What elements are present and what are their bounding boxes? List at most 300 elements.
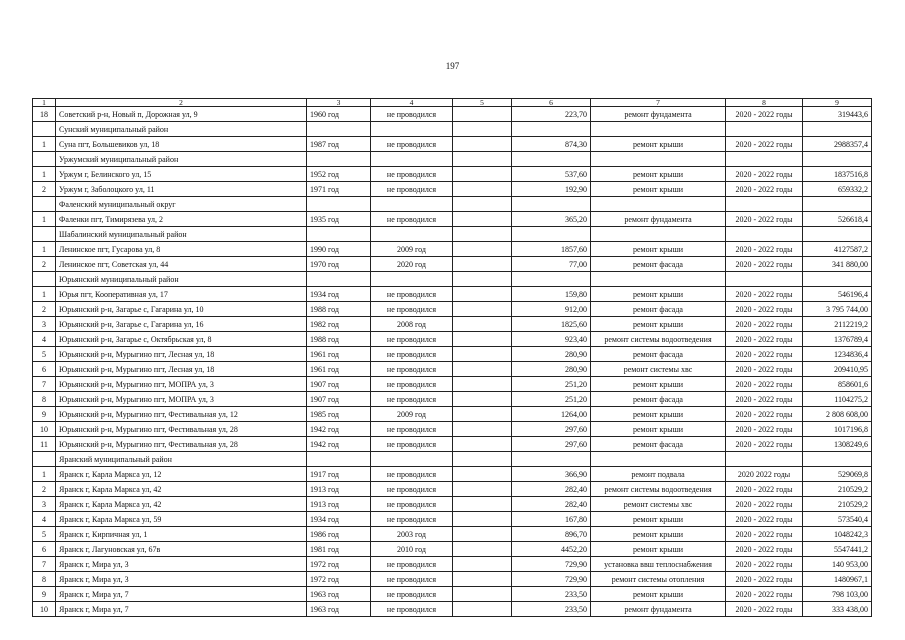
last-repair-cell: 2020 год: [371, 257, 453, 272]
table-body: [33, 99, 872, 617]
area-cell: 77,00: [512, 257, 591, 272]
cost-cell: 140 953,00: [803, 557, 872, 572]
row-number: 4: [33, 332, 56, 347]
area-cell: 4452,20: [512, 542, 591, 557]
row-number: 10: [33, 422, 56, 437]
table-row: [33, 137, 872, 152]
empty-cell: [453, 467, 512, 482]
column-number: 1: [33, 99, 56, 107]
period-cell: 2020 - 2022 годы: [726, 107, 803, 122]
region-header-row: [33, 197, 872, 212]
address-cell: Юрьянский р-н, Мурыгино пгт, Лесная ул, 18: [56, 362, 307, 377]
table-row: [33, 527, 872, 542]
table-row: [33, 242, 872, 257]
last-repair-cell: не проводился: [371, 302, 453, 317]
empty-cell: [512, 272, 591, 287]
region-title: Фаленский муниципальный округ: [56, 197, 307, 212]
empty-cell: [453, 302, 512, 317]
empty-cell: [591, 227, 726, 242]
work-type-cell: ремонт крыши: [591, 587, 726, 602]
region-title: Яранский муниципальный район: [56, 452, 307, 467]
work-type-cell: ремонт подвала: [591, 467, 726, 482]
area-cell: 297,60: [512, 422, 591, 437]
area-cell: 282,40: [512, 482, 591, 497]
work-type-cell: ремонт крыши: [591, 407, 726, 422]
area-cell: 1264,00: [512, 407, 591, 422]
last-repair-cell: 2010 год: [371, 542, 453, 557]
last-repair-cell: не проводился: [371, 182, 453, 197]
row-number: 6: [33, 362, 56, 377]
empty-cell: [307, 227, 371, 242]
period-cell: 2020 - 2022 годы: [726, 527, 803, 542]
area-cell: 912,00: [512, 302, 591, 317]
address-cell: Юрьянский р-н, Мурыгино пгт, МОПРА ул, 3: [56, 377, 307, 392]
table-row: [33, 482, 872, 497]
address-cell: Ленинское пгт, Советская ул, 44: [56, 257, 307, 272]
empty-cell: [803, 122, 872, 137]
cost-cell: 1104275,2: [803, 392, 872, 407]
last-repair-cell: не проводился: [371, 497, 453, 512]
empty-cell: [803, 272, 872, 287]
year-built-cell: 1982 год: [307, 317, 371, 332]
cost-cell: 1234836,4: [803, 347, 872, 362]
region-title: Сунский муниципальный район: [56, 122, 307, 137]
address-cell: Юрьянский р-н, Мурыгино пгт, Фестивальная ул, 28: [56, 437, 307, 452]
row-number: 18: [33, 107, 56, 122]
last-repair-cell: 2008 год: [371, 317, 453, 332]
area-cell: 365,20: [512, 212, 591, 227]
empty-cell: [512, 152, 591, 167]
region-header-row: [33, 452, 872, 467]
row-number: 7: [33, 557, 56, 572]
empty-cell: [453, 482, 512, 497]
row-number: [33, 452, 56, 467]
empty-cell: [803, 197, 872, 212]
row-number: 8: [33, 572, 56, 587]
work-type-cell: ремонт фасада: [591, 302, 726, 317]
address-cell: Уржум г, Белинского ул, 15: [56, 167, 307, 182]
table-row: [33, 587, 872, 602]
period-cell: 2020 - 2022 годы: [726, 332, 803, 347]
table-row: [33, 317, 872, 332]
work-type-cell: ремонт системы хвс: [591, 362, 726, 377]
table-row: [33, 572, 872, 587]
region-title: Уржумский муниципальный район: [56, 152, 307, 167]
year-built-cell: 1985 год: [307, 407, 371, 422]
address-cell: Юрьянский р-н, Мурыгино пгт, МОПРА ул, 3: [56, 392, 307, 407]
work-type-cell: ремонт системы водоотведения: [591, 332, 726, 347]
last-repair-cell: не проводился: [371, 482, 453, 497]
empty-cell: [453, 602, 512, 617]
year-built-cell: 1934 год: [307, 512, 371, 527]
column-number: 8: [726, 99, 803, 107]
empty-cell: [453, 527, 512, 542]
region-header-row: [33, 152, 872, 167]
empty-cell: [453, 227, 512, 242]
cost-cell: 1017196,8: [803, 422, 872, 437]
empty-cell: [453, 437, 512, 452]
period-cell: 2020 - 2022 годы: [726, 572, 803, 587]
empty-cell: [726, 152, 803, 167]
row-number: [33, 227, 56, 242]
empty-cell: [371, 227, 453, 242]
table-row: [33, 107, 872, 122]
area-cell: 280,90: [512, 347, 591, 362]
area-cell: 1857,60: [512, 242, 591, 257]
empty-cell: [453, 392, 512, 407]
year-built-cell: 1913 год: [307, 497, 371, 512]
column-number: 9: [803, 99, 872, 107]
cost-cell: 319443,6: [803, 107, 872, 122]
empty-cell: [307, 122, 371, 137]
row-number: 3: [33, 317, 56, 332]
cost-cell: 1837516,8: [803, 167, 872, 182]
year-built-cell: 1935 год: [307, 212, 371, 227]
year-built-cell: 1972 год: [307, 557, 371, 572]
empty-cell: [371, 452, 453, 467]
empty-cell: [453, 452, 512, 467]
last-repair-cell: не проводился: [371, 572, 453, 587]
period-cell: 2020 - 2022 годы: [726, 317, 803, 332]
address-cell: Суна пгт, Большевиков ул, 18: [56, 137, 307, 152]
empty-cell: [307, 452, 371, 467]
work-type-cell: ремонт системы водоотведения: [591, 482, 726, 497]
row-number: [33, 197, 56, 212]
year-built-cell: 1961 год: [307, 362, 371, 377]
cost-cell: 3 795 744,00: [803, 302, 872, 317]
empty-cell: [453, 137, 512, 152]
empty-cell: [453, 407, 512, 422]
row-number: 1: [33, 212, 56, 227]
address-cell: Юрьянский р-н, Загарье с, Октябрьская ул, 8: [56, 332, 307, 347]
empty-cell: [453, 572, 512, 587]
table-row: [33, 167, 872, 182]
period-cell: 2020 - 2022 годы: [726, 602, 803, 617]
work-type-cell: ремонт фасада: [591, 347, 726, 362]
period-cell: 2020 - 2022 годы: [726, 182, 803, 197]
last-repair-cell: не проводился: [371, 467, 453, 482]
year-built-cell: 1913 год: [307, 482, 371, 497]
empty-cell: [591, 122, 726, 137]
repair-register-table: [32, 98, 872, 617]
table-row: [33, 512, 872, 527]
cost-cell: 1480967,1: [803, 572, 872, 587]
year-built-cell: 1972 год: [307, 572, 371, 587]
last-repair-cell: не проводился: [371, 332, 453, 347]
row-number: 9: [33, 407, 56, 422]
work-type-cell: установка ввш теплоснабжения: [591, 557, 726, 572]
cost-cell: 210529,2: [803, 497, 872, 512]
empty-cell: [512, 452, 591, 467]
row-number: 2: [33, 482, 56, 497]
table-row: [33, 542, 872, 557]
column-number: 6: [512, 99, 591, 107]
empty-cell: [512, 122, 591, 137]
cost-cell: 798 103,00: [803, 587, 872, 602]
last-repair-cell: не проводился: [371, 392, 453, 407]
row-number: 1: [33, 167, 56, 182]
empty-cell: [453, 377, 512, 392]
year-built-cell: 1963 год: [307, 602, 371, 617]
empty-cell: [453, 542, 512, 557]
period-cell: 2020 - 2022 годы: [726, 137, 803, 152]
year-built-cell: 1942 год: [307, 422, 371, 437]
table-row: [33, 302, 872, 317]
empty-cell: [453, 152, 512, 167]
cost-cell: 573540,4: [803, 512, 872, 527]
area-cell: 251,20: [512, 377, 591, 392]
row-number: 9: [33, 587, 56, 602]
last-repair-cell: 2009 год: [371, 242, 453, 257]
period-cell: 2020 - 2022 годы: [726, 242, 803, 257]
year-built-cell: 1934 год: [307, 287, 371, 302]
empty-cell: [307, 152, 371, 167]
table-row: [33, 212, 872, 227]
row-number: [33, 122, 56, 137]
last-repair-cell: не проводился: [371, 437, 453, 452]
empty-cell: [453, 257, 512, 272]
last-repair-cell: не проводился: [371, 557, 453, 572]
empty-cell: [453, 287, 512, 302]
area-cell: 251,20: [512, 392, 591, 407]
region-header-row: [33, 272, 872, 287]
row-number: 6: [33, 542, 56, 557]
address-cell: Яранск г, Карла Маркса ул, 42: [56, 482, 307, 497]
cost-cell: 5547441,2: [803, 542, 872, 557]
empty-cell: [726, 227, 803, 242]
area-cell: 1825,60: [512, 317, 591, 332]
cost-cell: 659332,2: [803, 182, 872, 197]
period-cell: 2020 - 2022 годы: [726, 422, 803, 437]
area-cell: 729,90: [512, 572, 591, 587]
period-cell: 2020 - 2022 годы: [726, 212, 803, 227]
year-built-cell: 1907 год: [307, 392, 371, 407]
row-number: 2: [33, 302, 56, 317]
empty-cell: [453, 512, 512, 527]
cost-cell: 1048242,3: [803, 527, 872, 542]
table-row: [33, 422, 872, 437]
table-row: [33, 602, 872, 617]
last-repair-cell: не проводился: [371, 107, 453, 122]
empty-cell: [371, 152, 453, 167]
table-row: [33, 362, 872, 377]
column-number: 7: [591, 99, 726, 107]
area-cell: 297,60: [512, 437, 591, 452]
table-row: [33, 377, 872, 392]
work-type-cell: ремонт системы хвс: [591, 497, 726, 512]
empty-cell: [726, 197, 803, 212]
period-cell: 2020 - 2022 годы: [726, 512, 803, 527]
table-row: [33, 407, 872, 422]
cost-cell: 1308249,6: [803, 437, 872, 452]
year-built-cell: 1988 год: [307, 302, 371, 317]
empty-cell: [512, 227, 591, 242]
empty-cell: [453, 272, 512, 287]
cost-cell: 210529,2: [803, 482, 872, 497]
empty-cell: [591, 197, 726, 212]
area-cell: 923,40: [512, 332, 591, 347]
area-cell: 159,80: [512, 287, 591, 302]
period-cell: 2020 - 2022 годы: [726, 362, 803, 377]
last-repair-cell: 2009 год: [371, 407, 453, 422]
cost-cell: 341 880,00: [803, 257, 872, 272]
address-cell: Фаленки пгт, Тимирязева ул, 2: [56, 212, 307, 227]
period-cell: 2020 - 2022 годы: [726, 302, 803, 317]
last-repair-cell: не проводился: [371, 287, 453, 302]
address-cell: Советский р-н, Новый п, Дорожная ул, 9: [56, 107, 307, 122]
last-repair-cell: не проводился: [371, 362, 453, 377]
region-header-row: [33, 122, 872, 137]
year-built-cell: 1981 год: [307, 542, 371, 557]
area-cell: 233,50: [512, 587, 591, 602]
year-built-cell: 1942 год: [307, 437, 371, 452]
empty-cell: [453, 362, 512, 377]
cost-cell: 546196,4: [803, 287, 872, 302]
address-cell: Яранск г, Мира ул, 3: [56, 557, 307, 572]
period-cell: 2020 - 2022 годы: [726, 392, 803, 407]
address-cell: Яранск г, Карла Маркса ул, 59: [56, 512, 307, 527]
work-type-cell: ремонт фасада: [591, 257, 726, 272]
work-type-cell: ремонт крыши: [591, 512, 726, 527]
empty-cell: [803, 227, 872, 242]
work-type-cell: ремонт фасада: [591, 437, 726, 452]
empty-cell: [512, 197, 591, 212]
address-cell: Уржум г, Заболоцкого ул, 11: [56, 182, 307, 197]
empty-cell: [453, 167, 512, 182]
last-repair-cell: не проводился: [371, 512, 453, 527]
table-row: [33, 557, 872, 572]
area-cell: 167,80: [512, 512, 591, 527]
work-type-cell: ремонт фасада: [591, 392, 726, 407]
empty-cell: [371, 122, 453, 137]
cost-cell: 526618,4: [803, 212, 872, 227]
cost-cell: 209410,95: [803, 362, 872, 377]
empty-cell: [591, 452, 726, 467]
work-type-cell: ремонт фундамента: [591, 212, 726, 227]
period-cell: 2020 - 2022 годы: [726, 497, 803, 512]
work-type-cell: ремонт фундамента: [591, 107, 726, 122]
area-cell: 874,30: [512, 137, 591, 152]
cost-cell: 2988357,4: [803, 137, 872, 152]
empty-cell: [307, 197, 371, 212]
area-cell: 896,70: [512, 527, 591, 542]
address-cell: Ленинское пгт, Гусарова ул, 8: [56, 242, 307, 257]
year-built-cell: 1990 год: [307, 242, 371, 257]
period-cell: 2020 - 2022 годы: [726, 257, 803, 272]
work-type-cell: ремонт крыши: [591, 167, 726, 182]
work-type-cell: ремонт крыши: [591, 182, 726, 197]
cost-cell: 4127587,2: [803, 242, 872, 257]
empty-cell: [453, 182, 512, 197]
address-cell: Юрья пгт, Кооперативная ул, 17: [56, 287, 307, 302]
table-row: [33, 497, 872, 512]
row-number: 1: [33, 242, 56, 257]
period-cell: 2020 - 2022 годы: [726, 167, 803, 182]
row-number: 7: [33, 377, 56, 392]
empty-cell: [726, 452, 803, 467]
empty-cell: [453, 317, 512, 332]
address-cell: Яранск г, Кирпичная ул, 1: [56, 527, 307, 542]
last-repair-cell: 2003 год: [371, 527, 453, 542]
area-cell: 233,50: [512, 602, 591, 617]
page-number: 197: [445, 61, 460, 71]
cost-cell: 858601,6: [803, 377, 872, 392]
period-cell: 2020 - 2022 годы: [726, 347, 803, 362]
period-cell: 2020 - 2022 годы: [726, 482, 803, 497]
last-repair-cell: не проводился: [371, 167, 453, 182]
year-built-cell: 1986 год: [307, 527, 371, 542]
row-number: 10: [33, 602, 56, 617]
row-number: 11: [33, 437, 56, 452]
period-cell: 2020 - 2022 годы: [726, 437, 803, 452]
column-number-row: [33, 99, 872, 107]
work-type-cell: ремонт крыши: [591, 317, 726, 332]
work-type-cell: ремонт системы отопления: [591, 572, 726, 587]
row-number: 5: [33, 527, 56, 542]
area-cell: 366,90: [512, 467, 591, 482]
year-built-cell: 1952 год: [307, 167, 371, 182]
cost-cell: 2 808 608,00: [803, 407, 872, 422]
table-row: [33, 332, 872, 347]
row-number: 8: [33, 392, 56, 407]
column-number: 5: [453, 99, 512, 107]
work-type-cell: ремонт крыши: [591, 287, 726, 302]
column-number: 3: [307, 99, 371, 107]
work-type-cell: ремонт крыши: [591, 422, 726, 437]
row-number: 2: [33, 182, 56, 197]
empty-cell: [726, 122, 803, 137]
row-number: 3: [33, 497, 56, 512]
table-row: [33, 392, 872, 407]
table-row: [33, 347, 872, 362]
empty-cell: [453, 422, 512, 437]
empty-cell: [453, 107, 512, 122]
region-title: Юрьянский муниципальный район: [56, 272, 307, 287]
empty-cell: [453, 497, 512, 512]
address-cell: Яранск г, Мира ул, 7: [56, 602, 307, 617]
year-built-cell: 1963 год: [307, 587, 371, 602]
row-number: [33, 272, 56, 287]
area-cell: 282,40: [512, 497, 591, 512]
address-cell: Яранск г, Карла Маркса ул, 42: [56, 497, 307, 512]
last-repair-cell: не проводился: [371, 377, 453, 392]
area-cell: 280,90: [512, 362, 591, 377]
year-built-cell: 1917 год: [307, 467, 371, 482]
address-cell: Юрьянский р-н, Мурыгино пгт, Фестивальная ул, 12: [56, 407, 307, 422]
empty-cell: [453, 122, 512, 137]
period-cell: 2020 - 2022 годы: [726, 407, 803, 422]
table-row: [33, 467, 872, 482]
last-repair-cell: не проводился: [371, 602, 453, 617]
area-cell: 192,90: [512, 182, 591, 197]
address-cell: Юрьянский р-н, Загарье с, Гагарина ул, 10: [56, 302, 307, 317]
address-cell: Юрьянский р-н, Мурыгино пгт, Фестивальная ул, 28: [56, 422, 307, 437]
cost-cell: 529069,8: [803, 467, 872, 482]
empty-cell: [453, 347, 512, 362]
work-type-cell: ремонт крыши: [591, 527, 726, 542]
empty-cell: [453, 242, 512, 257]
empty-cell: [803, 152, 872, 167]
last-repair-cell: не проводился: [371, 137, 453, 152]
table-row: [33, 437, 872, 452]
region-header-row: [33, 227, 872, 242]
empty-cell: [591, 152, 726, 167]
row-number: 1: [33, 467, 56, 482]
region-title: Шабалинский муниципальный район: [56, 227, 307, 242]
work-type-cell: ремонт крыши: [591, 137, 726, 152]
empty-cell: [307, 272, 371, 287]
empty-cell: [453, 212, 512, 227]
